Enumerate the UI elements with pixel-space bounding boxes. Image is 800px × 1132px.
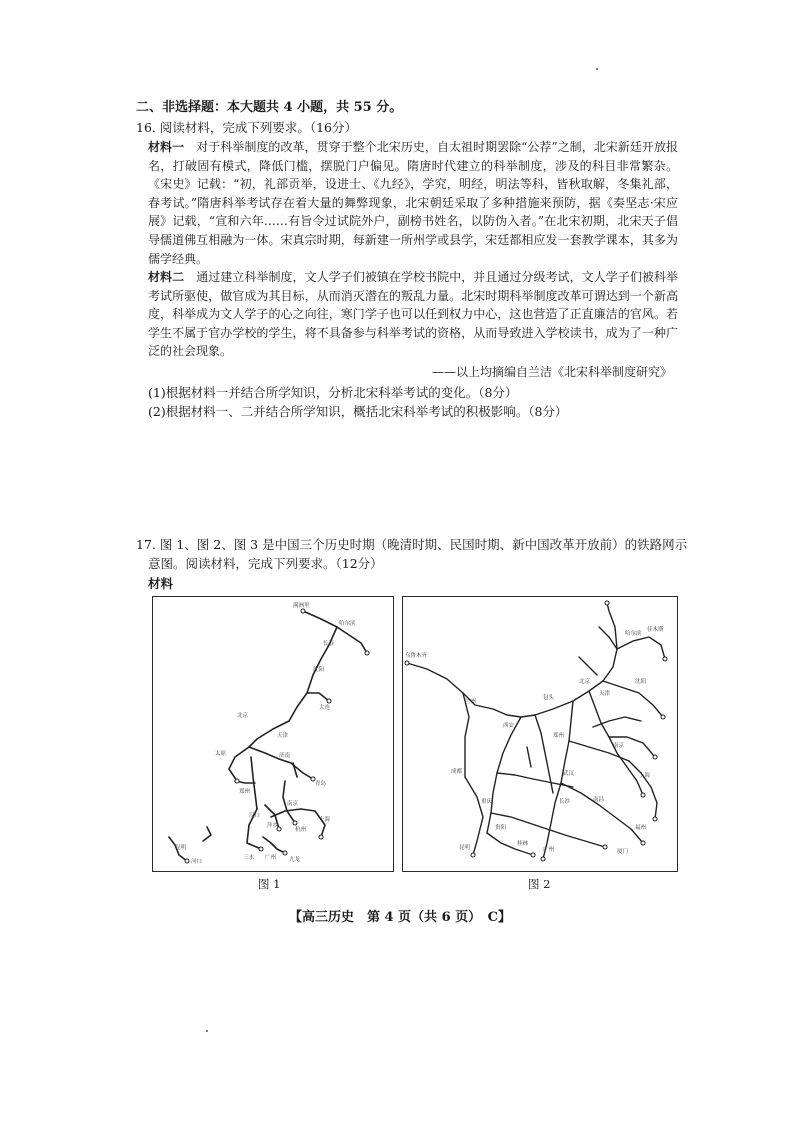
station-dot xyxy=(603,845,607,849)
figure-1-svg xyxy=(153,597,393,871)
map-label: 厦门 xyxy=(617,849,629,855)
page-footer: 【高三历史 第 4 页（共 6 页） C】 xyxy=(288,910,512,925)
map-label: 西安 xyxy=(503,723,515,729)
rail-line xyxy=(599,627,617,649)
fig2-labels xyxy=(405,625,664,855)
rail-line xyxy=(293,763,297,777)
scan-speck xyxy=(206,1030,208,1032)
map-label: 哈尔滨 xyxy=(339,621,356,627)
section-title: 二、非选择题：本大题共 4 小题，共 55 分。 xyxy=(136,100,403,115)
q16-material1 xyxy=(148,138,678,268)
map-label: 广州 xyxy=(265,855,277,861)
station-dot xyxy=(541,857,545,861)
station-dot xyxy=(327,699,331,703)
map-label: 哈尔滨 xyxy=(625,631,642,637)
rail-line xyxy=(229,747,249,781)
rail-line xyxy=(203,827,211,841)
station-dot xyxy=(471,853,475,857)
material1-text: 对于科举制度的改革，贯穿于整个北宋历史，自太祖时期罢除“公荐”之制，北宋新廷开放报名，打破固有模式，降低门槛，摆脱门户偏见。隋唐时代建立的科举制度，涉及的科目非常繁杂。《宋史》记载：“初，礼部贡举，设进士、《九经》，学究，明经，明法等科，皆秋取解，冬集礼部，春考试。”隋唐科举考试存在着大量的舞弊现象，北宋朝廷采取了多种措施来预防，据《奏坚志·宋应展》记载，“宣和六年……有旨令过试院外户，副榜书姓名，以防伪入者。”在北宋初期，北宋天子倡导儒道佛互相融为一体。宋真宗时期，每新建一所州学或县学，宋廷都相应发一套教学课本，其多为儒学经典。 xyxy=(148,140,678,266)
rail-line xyxy=(527,747,531,767)
map-label: 青岛 xyxy=(315,781,327,787)
map-label: 三水 xyxy=(243,855,255,861)
q16-citation: ——以上均摘编自兰洁《北宋科举制度研究》 xyxy=(431,365,672,379)
rail-line xyxy=(307,693,329,701)
q17-stem-line1: 17. 图 1、图 2、图 3 是中国三个历史时期（晚清时期、民国时期、新中国改革开放前）的铁路网示 xyxy=(136,537,688,552)
map-label: 济南 xyxy=(279,753,291,759)
map-label: 九龙 xyxy=(289,857,301,863)
map-label: 武汉 xyxy=(563,771,575,777)
station-dot xyxy=(283,851,287,855)
rail-line xyxy=(561,783,643,843)
material1-label: 材料一 xyxy=(148,140,185,154)
station-dot xyxy=(185,859,189,863)
map-label: 佳木斯 xyxy=(647,627,664,633)
map-label: 天津 xyxy=(277,733,289,739)
map-label: 南京 xyxy=(613,743,625,749)
map-label: 南昌 xyxy=(593,797,605,803)
map-label: 广州 xyxy=(543,847,555,853)
q16-subquestion-1: (1)根据材料一并结合所学知识，分析北宋科举考试的变化。（8分） xyxy=(148,385,518,400)
map-label: 河口 xyxy=(191,859,203,865)
q17-stem-line2: 意图。阅读材料，完成下列要求。（12分） xyxy=(148,556,383,571)
map-label: 乌鲁木齐 xyxy=(405,653,428,659)
q16-material2 xyxy=(148,268,678,361)
map-label: 北京 xyxy=(579,679,591,685)
map-label: 福州 xyxy=(635,825,647,831)
map-label: 上海 xyxy=(319,817,331,823)
map-label: 上海 xyxy=(639,773,651,779)
rail-line xyxy=(603,681,663,717)
map-label: 北京 xyxy=(237,713,249,719)
map-label: 沈阳 xyxy=(635,679,647,685)
material2-text: 通过建立科举制度，文人学子们被镇在学校书院中，并且通过分级考试，文人学子们被科举考试所驱使，做官成为其目标，从而消灭潜在的叛乱力量。北宋时期科举制度改革可谓达到一个新高度，科举成为文人学子的心之向往，寒门学子也可以任到权力中心，这也营造了正直廉洁的官风。若学生不属于官办学校的学生，将不具备参与科举考试的资格，从而导致进入学校读书，成为了一种广泛的社会现象。 xyxy=(148,270,678,359)
rail-line xyxy=(491,813,605,847)
map-label: 萍乡 xyxy=(267,823,279,829)
q17-material-label: 材料 xyxy=(148,576,174,591)
station-dot xyxy=(653,817,657,821)
rail-line xyxy=(629,761,657,819)
rail-line xyxy=(465,777,483,855)
map-label: 桂林 xyxy=(517,841,529,847)
station-dot xyxy=(531,853,535,857)
map-label: 昆明 xyxy=(175,845,187,851)
station-dot xyxy=(653,755,657,759)
station-dot xyxy=(365,651,369,655)
q16-stem: 16. 阅读材料，完成下列要求。（16分） xyxy=(136,120,358,135)
map-label: 郑州 xyxy=(239,789,251,795)
rail-line xyxy=(263,837,285,853)
map-label: 沈阳 xyxy=(313,667,325,673)
map-label: 包头 xyxy=(543,695,555,701)
station-dot xyxy=(293,821,297,825)
station-dot xyxy=(641,793,645,797)
station-dot xyxy=(301,609,305,613)
q16-subquestion-2: (2)根据材料一、二并结合所学知识，概括北宋科举考试的积极影响。（8分） xyxy=(148,404,568,419)
figure-1-caption: 图 1 xyxy=(258,877,281,891)
rail-line xyxy=(617,637,665,659)
station-dot xyxy=(661,715,665,719)
map-label: 大连 xyxy=(319,705,331,711)
map-label: 汉口 xyxy=(249,813,261,819)
map-label: 昆明 xyxy=(459,845,471,851)
rail-line xyxy=(579,657,597,675)
station-dot xyxy=(641,841,645,845)
figure-2-railway-map xyxy=(402,596,678,872)
map-label: 杭州 xyxy=(295,827,307,833)
map-label: 太原 xyxy=(215,751,227,757)
map-label: 天津 xyxy=(599,691,611,697)
station-dot xyxy=(259,847,263,851)
map-label: 南京 xyxy=(287,801,299,807)
station-dot xyxy=(663,657,667,661)
figure-2-svg xyxy=(403,597,677,871)
map-label: 郑州 xyxy=(553,733,565,739)
map-label: 长春 xyxy=(323,641,335,647)
station-dot xyxy=(319,835,323,839)
station-dot xyxy=(235,779,239,783)
map-label: 长沙 xyxy=(559,799,571,805)
map-label: 满洲里 xyxy=(293,603,310,609)
map-label: 成都 xyxy=(451,769,463,775)
station-dot xyxy=(405,661,409,665)
scan-speck xyxy=(596,68,598,70)
map-label: 贵阳 xyxy=(495,825,507,831)
rail-line xyxy=(463,693,469,777)
material2-label: 材料二 xyxy=(148,270,185,284)
figure-2-caption: 图 2 xyxy=(528,877,551,891)
map-label: 兰州 xyxy=(465,699,477,705)
figure-1-railway-map xyxy=(152,596,394,872)
rail-line xyxy=(249,747,313,779)
rail-line xyxy=(407,663,535,717)
map-label: 重庆 xyxy=(481,799,493,805)
station-dot xyxy=(605,601,609,605)
rail-line xyxy=(543,701,573,859)
